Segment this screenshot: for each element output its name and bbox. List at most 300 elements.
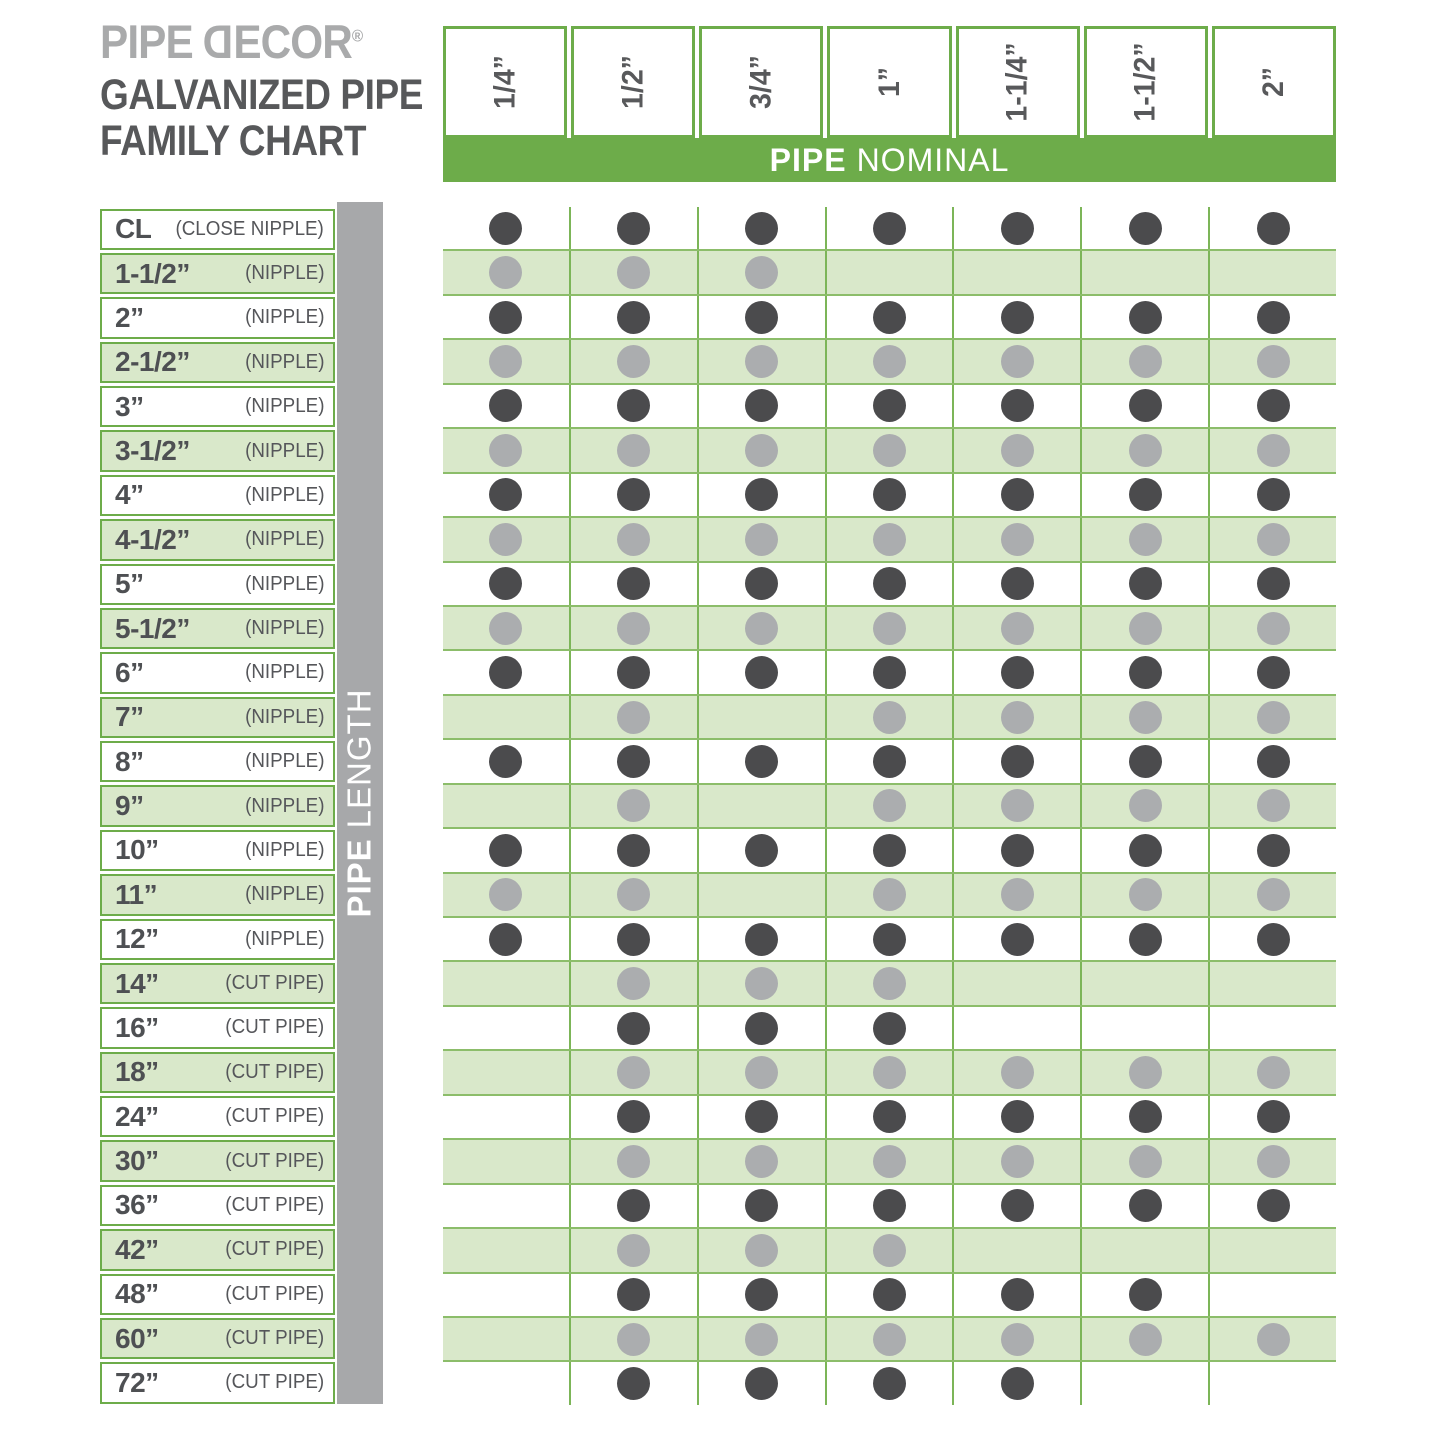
matrix-cell: [1210, 1318, 1336, 1360]
availability-dot: [617, 1234, 650, 1267]
availability-dot: [617, 923, 650, 956]
availability-dot: [745, 1189, 778, 1222]
availability-dot: [1129, 745, 1162, 778]
row-label-slot: [100, 784, 335, 828]
availability-dot: [1257, 878, 1290, 911]
matrix-cell: [443, 607, 571, 649]
availability-dot: [617, 434, 650, 467]
matrix-row: [443, 605, 1336, 651]
row-label-slot: [100, 385, 335, 429]
availability-dot: [873, 1056, 906, 1089]
row-type-label: (CLOSE NIPPLE): [175, 217, 324, 240]
matrix-cell: [954, 1140, 1082, 1182]
availability-dot: [873, 523, 906, 556]
row-label-slot: [100, 562, 335, 606]
row-axis-label-rest: LENGTH: [341, 688, 378, 829]
availability-dot: [745, 1145, 778, 1178]
availability-dot: [1001, 212, 1034, 245]
row-label-slot: [100, 1006, 335, 1050]
matrix-cell: [1082, 918, 1210, 960]
matrix-cell: [827, 296, 955, 338]
column-axis-label-bold: PIPE: [769, 141, 847, 178]
matrix-cell: [827, 385, 955, 427]
availability-dot: [873, 1189, 906, 1222]
matrix-cell: [1210, 829, 1336, 871]
row-label-slot: [100, 1050, 335, 1094]
matrix-cell: [1082, 1096, 1210, 1138]
availability-dot: [745, 1012, 778, 1045]
matrix-cell: [571, 740, 699, 782]
availability-dot: [489, 478, 522, 511]
matrix-cell: [571, 518, 699, 560]
availability-dot: [1001, 789, 1034, 822]
matrix-cell: [443, 474, 571, 516]
availability-dot: [1129, 834, 1162, 867]
column-header-label: 3/4”: [744, 55, 778, 109]
matrix-cell: [571, 962, 699, 1004]
row-label-slot: [100, 518, 335, 562]
matrix-cell: [443, 1362, 571, 1404]
matrix-cell: [443, 1318, 571, 1360]
row-size-label: 42”: [115, 1233, 159, 1265]
matrix-cell: [571, 251, 699, 293]
row-size-label: 4”: [115, 479, 144, 511]
availability-dot: [489, 878, 522, 911]
matrix-cell: [1210, 962, 1336, 1004]
matrix-cell: [1082, 429, 1210, 471]
availability-dot: [1257, 1189, 1290, 1222]
availability-dot: [745, 1234, 778, 1267]
availability-dot: [1257, 1145, 1290, 1178]
row-size-label: 4-1/2”: [115, 523, 190, 555]
availability-dot: [873, 1323, 906, 1356]
matrix-cell: [954, 651, 1082, 693]
availability-dot: [617, 612, 650, 645]
matrix-cell: [827, 207, 955, 249]
availability-dot: [617, 345, 650, 378]
matrix-cell: [954, 1229, 1082, 1271]
brand-text-post: ECOR: [233, 15, 352, 68]
matrix-cell: [571, 918, 699, 960]
matrix-cell: [827, 518, 955, 560]
matrix-cell: [571, 696, 699, 738]
matrix-cell: [827, 474, 955, 516]
availability-dot: [617, 1145, 650, 1178]
matrix-cell: [827, 1229, 955, 1271]
matrix-cell: [1082, 607, 1210, 649]
row-labels: [100, 207, 335, 1405]
row-size-label: 7”: [115, 701, 144, 733]
matrix-row: [443, 783, 1336, 829]
brand-logo: [100, 14, 363, 69]
brand-mirrored-d: D: [203, 15, 234, 68]
matrix-cell: [1082, 1051, 1210, 1093]
availability-dot: [1129, 1100, 1162, 1133]
matrix-cell: [699, 607, 827, 649]
availability-dot: [745, 1278, 778, 1311]
matrix-cell: [699, 251, 827, 293]
availability-dot: [1001, 923, 1034, 956]
availability-dot: [617, 1056, 650, 1089]
availability-dot: [1257, 834, 1290, 867]
matrix-cell: [827, 1274, 955, 1316]
matrix-cell: [571, 474, 699, 516]
matrix-cell: [699, 385, 827, 427]
matrix-cell: [954, 385, 1082, 427]
row-type-label: (NIPPLE): [244, 838, 324, 861]
matrix-cell: [1082, 1318, 1210, 1360]
matrix-cell: [699, 696, 827, 738]
availability-dot: [1129, 923, 1162, 956]
matrix-cell: [699, 518, 827, 560]
matrix-cell: [571, 785, 699, 827]
row-type-label: (NIPPLE): [244, 705, 324, 728]
availability-dot: [1129, 301, 1162, 334]
column-header-label: 1-1/2”: [1128, 42, 1162, 122]
matrix-cell: [443, 296, 571, 338]
matrix-cell: [443, 962, 571, 1004]
chart-title: [100, 72, 423, 165]
row-label-slot: [100, 1228, 335, 1272]
matrix-cell: [571, 296, 699, 338]
availability-dot: [1257, 434, 1290, 467]
availability-dot: [745, 612, 778, 645]
row-type-label: (NIPPLE): [244, 262, 324, 285]
availability-dot: [1257, 212, 1290, 245]
row-size-label: 8”: [115, 745, 144, 777]
availability-dot: [1001, 301, 1034, 334]
row-type-label: (NIPPLE): [244, 927, 324, 950]
matrix-row: [443, 918, 1336, 960]
availability-dot: [1257, 389, 1290, 422]
availability-dot: [1129, 1145, 1162, 1178]
matrix-cell: [699, 429, 827, 471]
matrix-cell: [954, 696, 1082, 738]
availability-dot: [489, 434, 522, 467]
column-header: [956, 26, 1080, 138]
matrix-row: [443, 516, 1336, 562]
row-size-label: 48”: [115, 1278, 159, 1310]
chart-title-line1: GALVANIZED PIPE: [100, 71, 423, 119]
matrix-cell: [699, 1229, 827, 1271]
matrix-cell: [571, 1318, 699, 1360]
matrix-cell: [954, 962, 1082, 1004]
availability-dot: [617, 1278, 650, 1311]
row-label-slot: [100, 429, 335, 473]
row-label-slot: [100, 1095, 335, 1139]
row-type-label: (CUT PIPE): [225, 1371, 324, 1394]
matrix-row: [443, 427, 1336, 473]
row-type-label: (CUT PIPE): [225, 1105, 324, 1128]
row-label: [100, 963, 335, 1004]
matrix-cell: [954, 1274, 1082, 1316]
matrix-cell: [443, 563, 571, 605]
matrix-cell: [1210, 340, 1336, 382]
matrix-cell: [571, 429, 699, 471]
matrix-cell: [1082, 385, 1210, 427]
row-type-label: (NIPPLE): [244, 528, 324, 551]
matrix-cell: [1210, 651, 1336, 693]
matrix-cell: [1082, 474, 1210, 516]
matrix-cell: [571, 874, 699, 916]
availability-dot: [1001, 434, 1034, 467]
availability-dot: [489, 745, 522, 778]
matrix-row: [443, 1274, 1336, 1316]
row-label-slot: [100, 296, 335, 340]
availability-dot: [1257, 745, 1290, 778]
availability-dot: [1001, 1056, 1034, 1089]
row-label: [100, 564, 335, 605]
row-label-slot: [100, 1183, 335, 1227]
matrix-cell: [699, 651, 827, 693]
row-type-label: (NIPPLE): [244, 661, 324, 684]
row-size-label: CL: [115, 213, 152, 245]
matrix-cell: [827, 340, 955, 382]
row-size-label: 11”: [115, 878, 158, 910]
registered-mark: ®: [351, 26, 364, 46]
column-header-label: 1/4”: [488, 55, 522, 109]
availability-dot: [873, 1367, 906, 1400]
matrix-cell: [954, 1362, 1082, 1404]
matrix-cell: [1082, 1140, 1210, 1182]
row-label: [100, 475, 335, 516]
availability-dot: [1257, 923, 1290, 956]
availability-dot: [1129, 523, 1162, 556]
row-size-label: 24”: [115, 1100, 159, 1132]
matrix-cell: [827, 1007, 955, 1049]
availability-dot: [1257, 612, 1290, 645]
availability-dot: [873, 1278, 906, 1311]
matrix-cell: [571, 1362, 699, 1404]
availability-dot: [489, 212, 522, 245]
row-type-label: (CUT PIPE): [225, 1193, 324, 1216]
row-type-label: (CUT PIPE): [225, 1238, 324, 1261]
availability-dot: [617, 523, 650, 556]
row-label: [100, 741, 335, 782]
matrix-cell: [443, 874, 571, 916]
availability-dot: [617, 1367, 650, 1400]
matrix-cell: [699, 1051, 827, 1093]
matrix-cell: [1210, 918, 1336, 960]
availability-dot: [873, 1100, 906, 1133]
matrix-cell: [954, 518, 1082, 560]
availability-dot: [489, 256, 522, 289]
matrix-cell: [699, 296, 827, 338]
matrix-cell: [1210, 1274, 1336, 1316]
matrix-cell: [1210, 474, 1336, 516]
matrix-cell: [443, 251, 571, 293]
availability-dot: [873, 789, 906, 822]
availability-dot: [617, 567, 650, 600]
availability-dot: [873, 923, 906, 956]
matrix-cell: [954, 918, 1082, 960]
matrix-row: [443, 1227, 1336, 1273]
row-label-slot: [100, 740, 335, 784]
availability-dot: [1257, 301, 1290, 334]
matrix-cell: [443, 1096, 571, 1138]
matrix-row: [443, 1049, 1336, 1095]
matrix-cell: [1210, 1362, 1336, 1404]
matrix-cell: [827, 829, 955, 871]
matrix-cell: [699, 563, 827, 605]
row-label: [100, 1185, 335, 1226]
matrix-cell: [1082, 1185, 1210, 1227]
row-label-slot: [100, 1139, 335, 1183]
availability-dot: [1257, 1056, 1290, 1089]
availability-dot: [617, 745, 650, 778]
matrix-cell: [443, 385, 571, 427]
availability-dot: [745, 745, 778, 778]
matrix-row: [443, 651, 1336, 693]
matrix-cell: [827, 740, 955, 782]
matrix-cell: [827, 874, 955, 916]
availability-dot: [489, 656, 522, 689]
matrix-cell: [954, 1051, 1082, 1093]
matrix-cell: [443, 1140, 571, 1182]
matrix-cell: [1082, 1229, 1210, 1271]
availability-dot: [617, 656, 650, 689]
row-label-slot: [100, 695, 335, 739]
matrix-cell: [954, 1096, 1082, 1138]
column-header: [699, 26, 823, 138]
row-label: [100, 253, 335, 294]
matrix-cell: [699, 1007, 827, 1049]
matrix-cell: [443, 207, 571, 249]
column-header-label: 2”: [1256, 66, 1290, 98]
availability-dot: [617, 1100, 650, 1133]
row-label: [100, 1362, 335, 1403]
matrix-cell: [827, 607, 955, 649]
matrix-cell: [571, 385, 699, 427]
availability-dot: [1257, 567, 1290, 600]
row-type-label: (CUT PIPE): [225, 1016, 324, 1039]
matrix-cell: [954, 296, 1082, 338]
availability-dot: [1001, 1145, 1034, 1178]
availability-dot: [617, 1323, 650, 1356]
availability-dot: [1001, 656, 1034, 689]
matrix-cell: [1082, 1362, 1210, 1404]
availability-dot: [873, 701, 906, 734]
matrix-cell: [1210, 385, 1336, 427]
row-size-label: 60”: [115, 1322, 159, 1354]
matrix-cell: [1082, 962, 1210, 1004]
matrix-cell: [699, 918, 827, 960]
matrix-row: [443, 474, 1336, 516]
row-label: [100, 1140, 335, 1181]
matrix-cell: [1210, 518, 1336, 560]
matrix: [443, 207, 1336, 1405]
matrix-cell: [571, 563, 699, 605]
matrix-row: [443, 872, 1336, 918]
availability-dot: [1001, 1367, 1034, 1400]
matrix-cell: [1082, 296, 1210, 338]
brand-text-pre: PIPE: [100, 15, 204, 68]
availability-dot: [617, 967, 650, 1000]
availability-dot: [745, 434, 778, 467]
matrix-cell: [443, 1185, 571, 1227]
matrix-cell: [1210, 607, 1336, 649]
matrix-row: [443, 1007, 1336, 1049]
availability-dot: [745, 1100, 778, 1133]
row-label: [100, 297, 335, 338]
matrix-cell: [954, 1185, 1082, 1227]
matrix-cell: [571, 207, 699, 249]
matrix-cell: [699, 340, 827, 382]
matrix-cell: [827, 918, 955, 960]
availability-dot: [1129, 1323, 1162, 1356]
availability-dot: [617, 789, 650, 822]
availability-dot: [873, 1234, 906, 1267]
matrix-cell: [1210, 563, 1336, 605]
availability-dot: [1129, 389, 1162, 422]
matrix-cell: [571, 1007, 699, 1049]
matrix-cell: [954, 429, 1082, 471]
availability-dot: [1257, 789, 1290, 822]
matrix-cell: [954, 874, 1082, 916]
matrix-cell: [954, 1318, 1082, 1360]
matrix-row: [443, 249, 1336, 295]
row-size-label: 3-1/2”: [115, 435, 190, 467]
row-size-label: 10”: [115, 834, 159, 866]
availability-dot: [1129, 1189, 1162, 1222]
matrix-row: [443, 960, 1336, 1006]
availability-dot: [1129, 434, 1162, 467]
row-label: [100, 430, 335, 471]
matrix-cell: [699, 207, 827, 249]
availability-dot: [745, 923, 778, 956]
availability-dot: [873, 656, 906, 689]
row-size-label: 2-1/2”: [115, 346, 190, 378]
matrix-cell: [699, 829, 827, 871]
matrix-cell: [1082, 829, 1210, 871]
row-type-label: (CUT PIPE): [225, 1060, 324, 1083]
availability-dot: [745, 345, 778, 378]
matrix-cell: [571, 1185, 699, 1227]
availability-dot: [489, 301, 522, 334]
row-label: [100, 652, 335, 693]
matrix-cell: [571, 1096, 699, 1138]
row-size-label: 14”: [115, 967, 159, 999]
column-header-label: 1-1/4”: [1000, 42, 1034, 122]
matrix-cell: [954, 1007, 1082, 1049]
matrix-cell: [1082, 874, 1210, 916]
column-headers: [443, 26, 1336, 138]
matrix-cell: [443, 1007, 571, 1049]
matrix-cell: [827, 651, 955, 693]
availability-dot: [489, 345, 522, 378]
column-header-label: 1”: [872, 66, 906, 98]
row-label: [100, 519, 335, 560]
row-type-label: (CUT PIPE): [225, 1149, 324, 1172]
availability-dot: [1001, 1100, 1034, 1133]
column-axis-bar: [443, 138, 1336, 182]
matrix-cell: [827, 429, 955, 471]
matrix-cell: [1210, 696, 1336, 738]
matrix-cell: [1082, 251, 1210, 293]
matrix-cell: [1210, 785, 1336, 827]
matrix-cell: [571, 1140, 699, 1182]
availability-dot: [1001, 1323, 1034, 1356]
row-label: [100, 1274, 335, 1315]
availability-dot: [1129, 612, 1162, 645]
matrix-cell: [699, 1096, 827, 1138]
availability-dot: [1129, 1278, 1162, 1311]
row-label: [100, 386, 335, 427]
availability-dot: [1129, 789, 1162, 822]
matrix-cell: [571, 607, 699, 649]
column-header: [827, 26, 951, 138]
row-label: [100, 874, 335, 915]
